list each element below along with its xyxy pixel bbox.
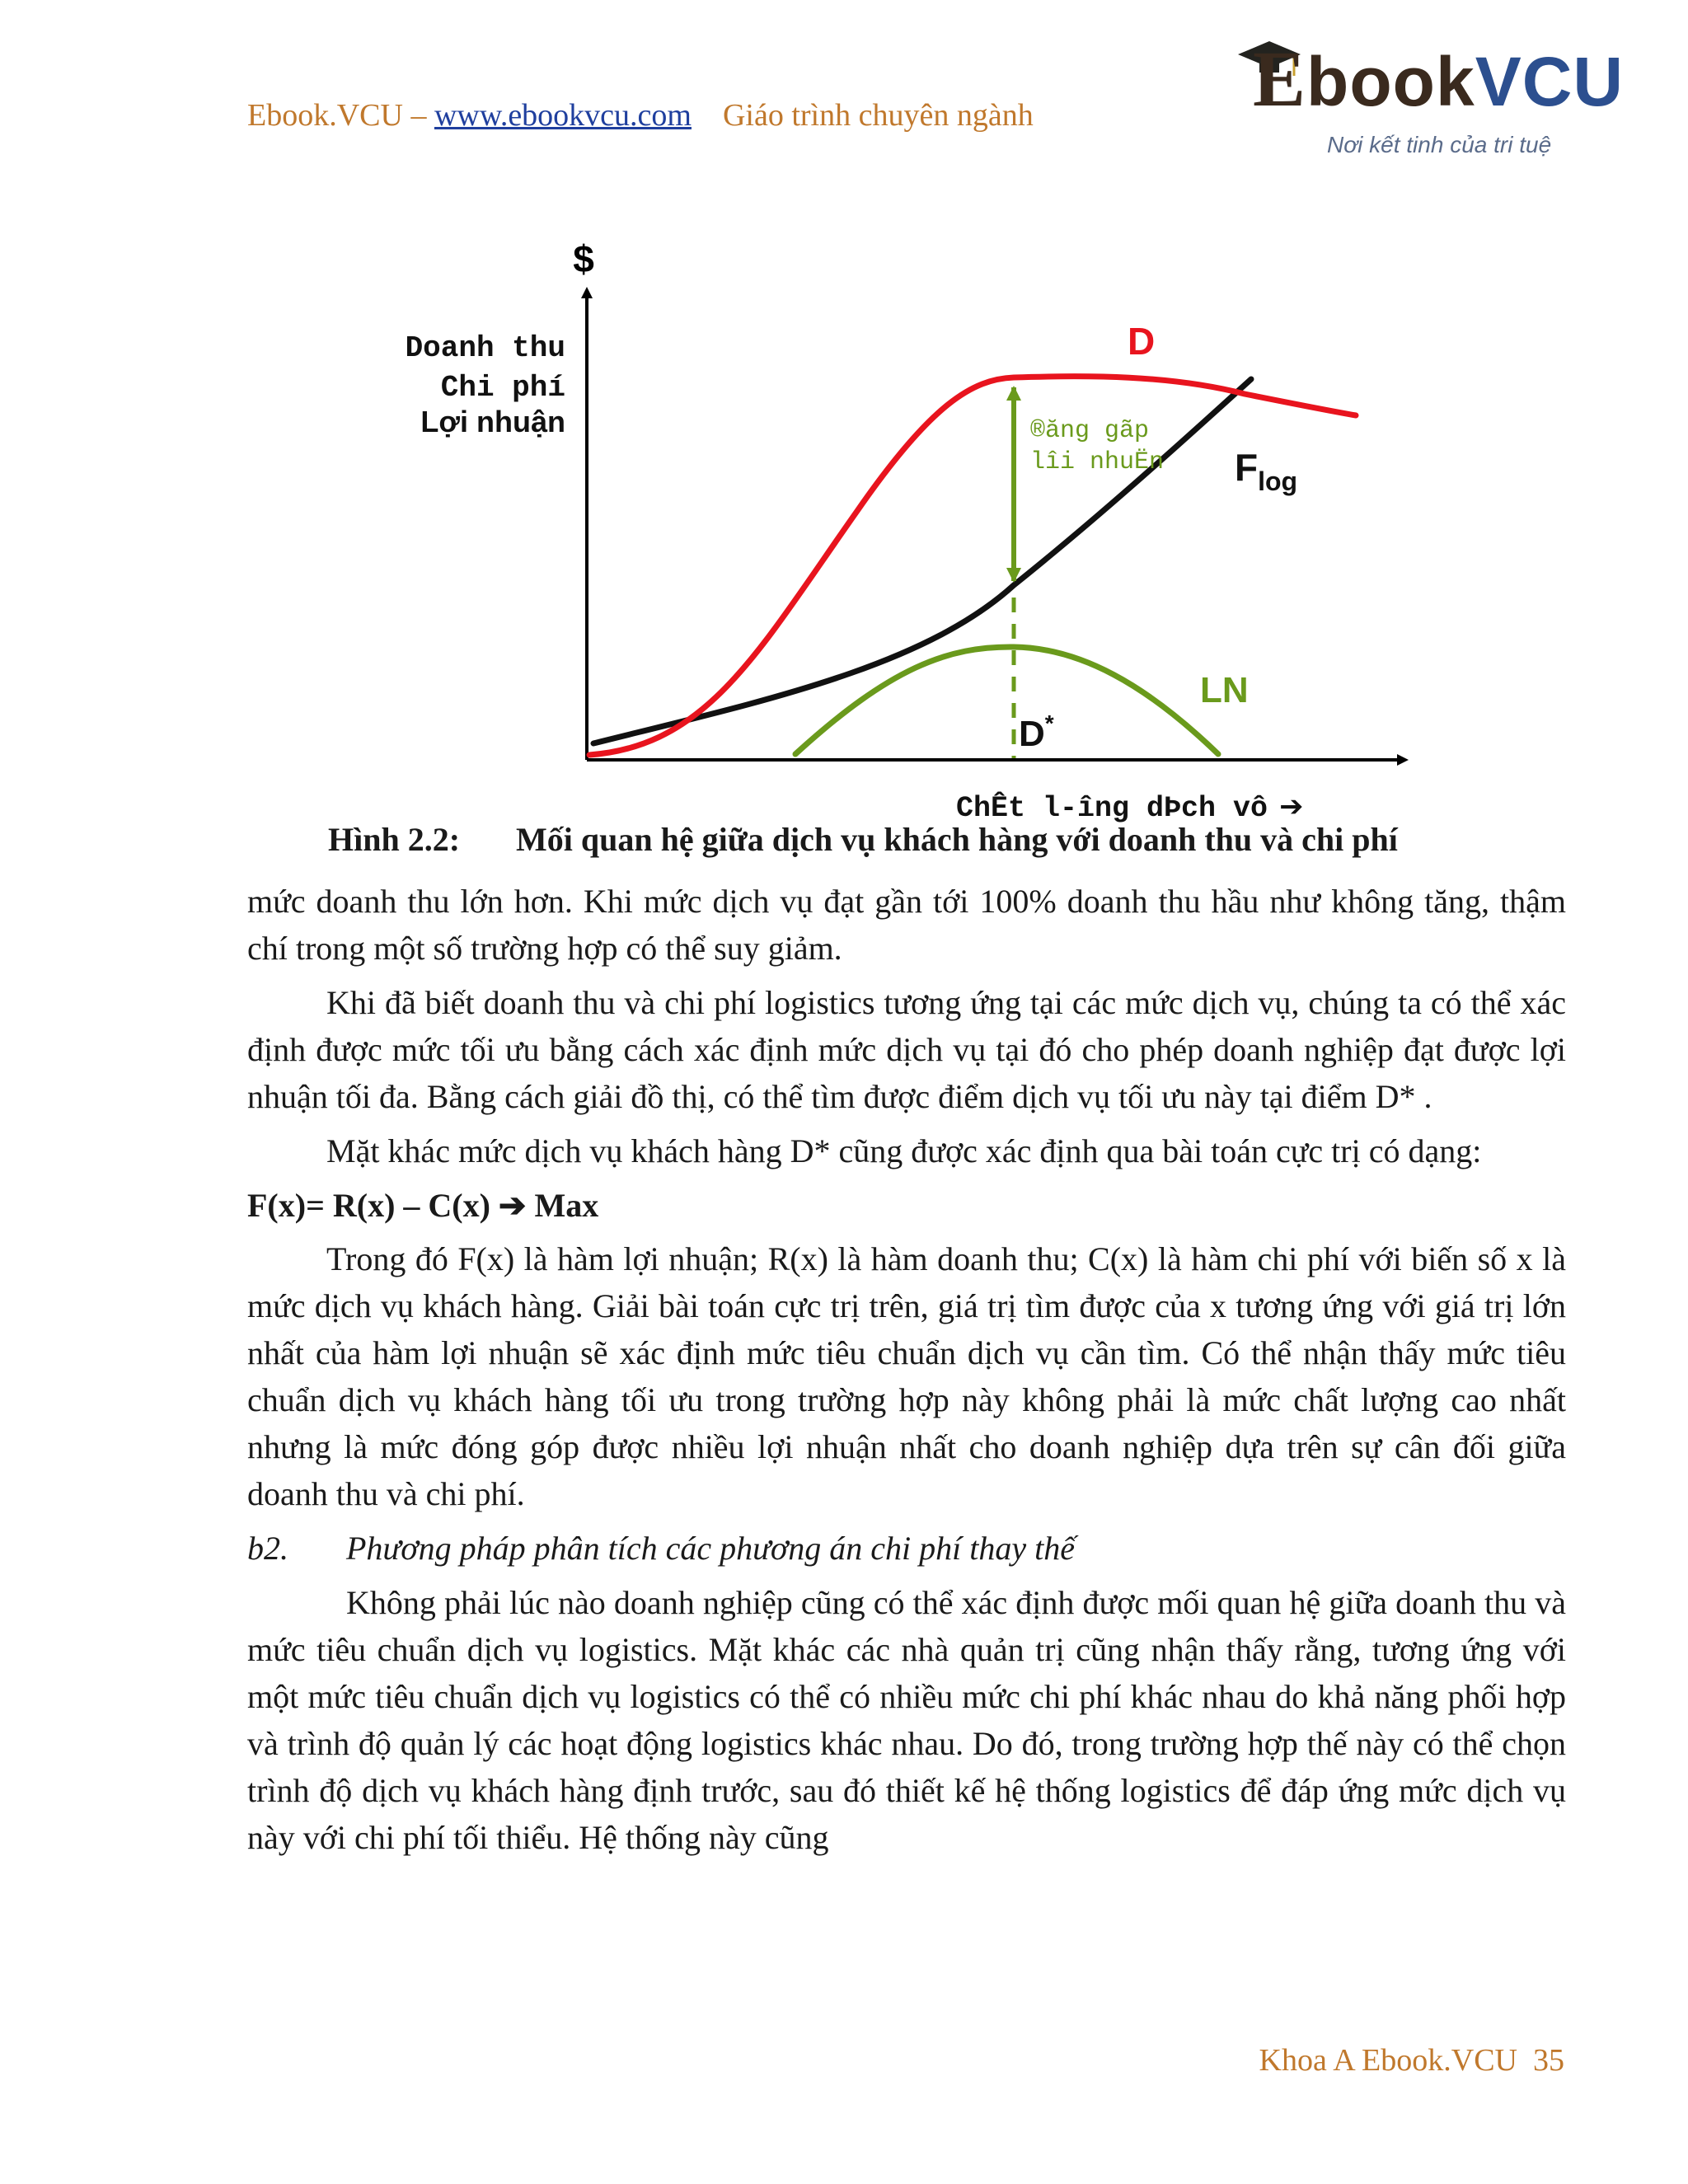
body-text xyxy=(247,878,1566,1868)
y-label-profit: Lợi nhuận xyxy=(420,405,565,438)
y-label-cost: Chi phí xyxy=(440,371,565,405)
optimum-letter: D xyxy=(1019,714,1045,754)
label-profit-ln: LN xyxy=(1200,670,1249,710)
label-optimum-d-star xyxy=(1019,710,1054,754)
caption-title: Mối quan hệ giữa dịch vụ khách hàng với doanh thu và chi phí xyxy=(516,821,1398,858)
gap-annotation-line1: ®ăng gãp xyxy=(1030,417,1150,445)
figure-caption xyxy=(328,820,1398,859)
profit-curve-ln xyxy=(795,647,1218,754)
section-subheading xyxy=(247,1525,1566,1572)
paragraph-5: Không phải lúc nào doanh nghiệp cũng có thể xác định được mối quan hệ giữa doanh thu và mức tiêu chuẩn dịch vụ logistics. Mặt khác các nhà quản trị cũng nhận thấy rằng, tương ứng với một mức tiêu chuẩn dịch vụ logistics có thể có nhiều mức chi phí khác nhau do khả năng phối hợp và trình độ quản lý các hoạt động logistics khác nhau. Do đó, trong trường hợp thế này có thể chọn trình độ dịch vụ khách hàng định trước, sau đó thiết kế hệ thống logistics để đáp ứng mức dịch vụ này với chi phí tối thiểu. Hệ thống này cũng xyxy=(247,1584,1566,1856)
page-number: 35 xyxy=(1533,2043,1564,2078)
label-cost-f-main: F xyxy=(1235,446,1259,489)
caption-number: Hình 2.2: xyxy=(328,821,461,858)
paragraph-2: Khi đã biết doanh thu và chi phí logistics tương ứng tại các mức dịch vụ, chúng ta có thể xác định được mức tối ưu bằng cách xác định mức dịch vụ tại đó cho phép doanh nghiệp đạt được lợi nhuận tối đa. Bằng cách giải đồ thị, có thể tìm được điểm dịch vụ tối ưu này tại điểm D* . xyxy=(247,984,1566,1115)
subheading-text: Phương pháp phân tích các phương án chi phí thay thế xyxy=(346,1530,1075,1567)
footer-text: Khoa A Ebook.VCU xyxy=(1259,2043,1517,2078)
cost-curve-flog xyxy=(593,379,1251,743)
logo-book: book xyxy=(1306,43,1475,120)
x-axis-label-text: ChÊt l-îng dÞch vô xyxy=(956,792,1268,825)
label-cost-f-sub: log xyxy=(1258,466,1298,496)
paragraph-3: Mặt khác mức dịch vụ khách hàng D* cũng được xác định qua bài toán cực trị có dạng: xyxy=(326,1132,1482,1169)
label-revenue-d: D xyxy=(1128,320,1156,363)
header-site: Ebook.VCU – xyxy=(247,98,434,133)
logo-letter-e: E xyxy=(1253,35,1307,123)
x-axis-label-arrow: ➔ xyxy=(1279,790,1304,823)
subheading-number: b2. xyxy=(247,1530,288,1567)
paragraph-4: Trong đó F(x) là hàm lợi nhuận; R(x) là hàm doanh thu; C(x) là hàm chi phí với biến số x là mức dịch vụ khách hàng. Giải bài toán cực trị trên, giá trị tìm được của x tương ứng với giá trị lớn nhất của hàm lợi nhuận sẽ xác định mức tiêu chuẩn dịch vụ cần tìm. Có thể nhận thấy mức tiêu chuẩn dịch vụ khách hàng tối ưu trong trường hợp này không phải là mức chất lượng cao nhất nhưng là mức đóng góp được nhiều lợi nhuận nhất cho doanh nghiệp dựa trên sự cân đối giữa doanh thu và chi phí. xyxy=(247,1240,1566,1512)
logo-tagline: Nơi kết tinh của tri tuệ xyxy=(1327,132,1552,157)
optimum-star: * xyxy=(1044,710,1054,736)
gap-annotation-line2: lîi nhuËn xyxy=(1030,448,1165,476)
paragraph-1: mức doanh thu lớn hơn. Khi mức dịch vụ đạt gần tới 100% doanh thu hầu như không tăng, thậm chí trong một số trường hợp có thể suy giảm. xyxy=(247,883,1566,967)
y-label-revenue: Doanh thu xyxy=(405,331,565,365)
logo-vcu: VCU xyxy=(1475,43,1625,120)
page-footer xyxy=(1259,2042,1565,2079)
y-axis-unit: $ xyxy=(573,237,594,280)
label-cost-f xyxy=(1235,446,1297,496)
header-url-link[interactable]: www.ebookvcu.com xyxy=(434,98,692,133)
formula: F(x)= R(x) – C(x) ➔ Max xyxy=(247,1187,599,1224)
figure-chart xyxy=(0,0,1688,874)
header-subject: Giáo trình chuyên ngành xyxy=(722,98,1034,133)
chart-svg xyxy=(0,0,1688,874)
